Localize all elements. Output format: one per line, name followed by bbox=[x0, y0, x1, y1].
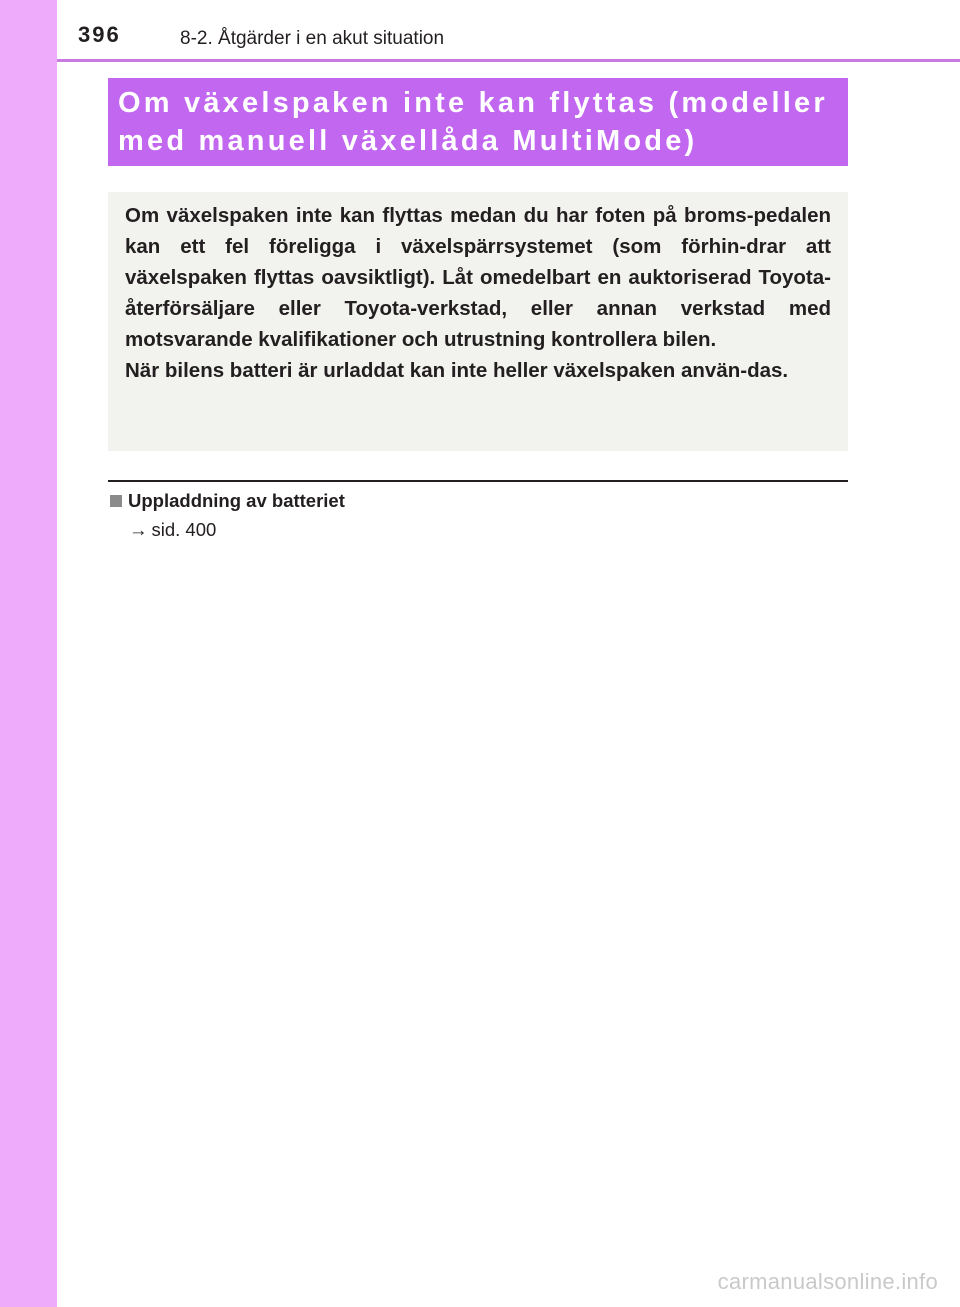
watermark: carmanualsonline.info bbox=[717, 1269, 938, 1294]
square-bullet-icon bbox=[110, 495, 122, 507]
header-rule bbox=[57, 59, 960, 62]
title-line-1: Om växelspaken inte kan flyttas (modeller bbox=[118, 87, 828, 119]
info-paragraph-2: När bilens batteri är urladdat kan inte heller växelspaken använ-das. bbox=[125, 359, 789, 382]
page-reference-link[interactable]: sid. 400 bbox=[151, 519, 217, 540]
page-reference bbox=[129, 519, 216, 541]
subsection-heading-text: Uppladdning av batteriet bbox=[128, 490, 345, 511]
arrow-right-icon: → bbox=[129, 519, 148, 540]
section-title: 8-2. Åtgärder i en akut situation bbox=[180, 28, 445, 49]
side-bar bbox=[0, 0, 57, 1307]
page-number: 396 bbox=[78, 22, 121, 47]
section-divider bbox=[108, 480, 848, 482]
subsection-heading bbox=[110, 490, 345, 512]
info-paragraph-1: Om växelspaken inte kan flyttas medan du har foten på broms-pedalen kan ett fel föreligga i växelspärrsystemet (som förhin-drar att växelspaken flyttas oavsiktligt). Låt omedelbart en auktoriserad Toyota-återförsäljare eller Toyota-verkstad, eller annan verkstad med motsvarande kvalifikationer och utrustning kontrollera bilen. bbox=[125, 204, 831, 351]
title-line-2: med manuell växellåda MultiMode) bbox=[118, 125, 698, 157]
title-box bbox=[108, 78, 848, 166]
info-box bbox=[108, 192, 848, 451]
